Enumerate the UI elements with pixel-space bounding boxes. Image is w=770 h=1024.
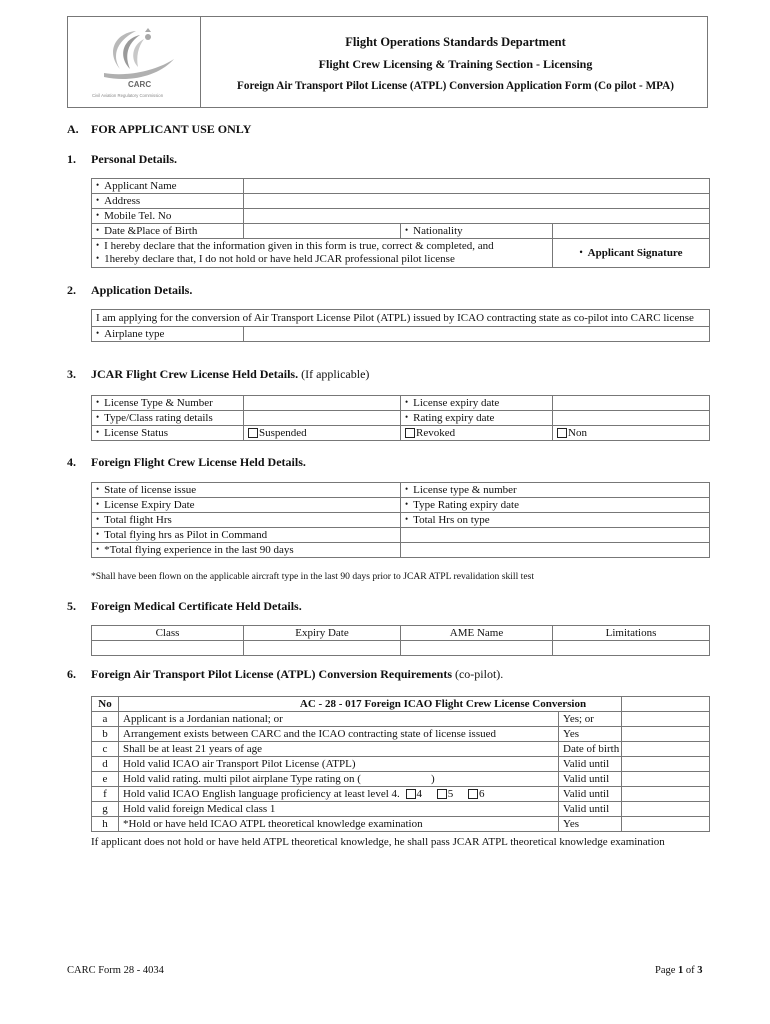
table-row — [92, 697, 710, 712]
department-title: Flight Operations Standards Department — [345, 35, 566, 49]
requirement-value-field[interactable] — [622, 787, 710, 802]
requirement-text: *Hold or have held ICAO ATPL theoretical knowledge examination — [119, 817, 559, 832]
medical-expiry-field[interactable] — [244, 641, 401, 656]
applicant-signature-field[interactable]: • Applicant Signature — [553, 239, 710, 268]
requirement-text: Applicant is a Jordanian national; or — [119, 712, 559, 727]
form-id: CARC Form 28 - 4034 — [67, 965, 164, 976]
requirements-header: AC - 28 - 017 Foreign ICAO Flight Crew License Conversion — [119, 697, 622, 712]
logo-text: CARC — [128, 80, 152, 89]
carc-logo — [76, 23, 194, 103]
license-type-number-field[interactable] — [244, 396, 401, 411]
table-row: f Hold valid ICAO English language proficiency at least level 4. 4 5 6 Valid until — [92, 787, 710, 802]
non-option[interactable]: Non — [553, 426, 710, 441]
medical-class-header: Class — [92, 626, 244, 641]
table-row — [92, 528, 710, 543]
foreign-license-type-number-field[interactable]: • License type & number — [401, 483, 710, 498]
total-hrs-on-type-field[interactable]: • Total Hrs on type — [401, 513, 710, 528]
requirement-value-field[interactable] — [622, 727, 710, 742]
level-4-checkbox[interactable] — [406, 789, 416, 799]
level-6-checkbox[interactable] — [468, 789, 478, 799]
revoked-checkbox[interactable] — [405, 428, 415, 438]
revoked-option[interactable]: Revoked — [401, 426, 553, 441]
table-row — [92, 209, 710, 224]
type-class-rating-label: • Type/Class rating details — [92, 411, 244, 426]
no-header: No — [92, 697, 119, 712]
header-divider — [200, 17, 201, 107]
dob-field[interactable] — [244, 224, 401, 239]
requirement-text: Arrangement exists between CARC and the ICAO contracting state of license issued — [119, 727, 559, 742]
medical-class-field[interactable] — [92, 641, 244, 656]
requirement-text: Hold valid ICAO English language proficiency at least level 4. 4 5 6 — [119, 787, 559, 802]
table-row — [92, 224, 710, 239]
ame-name-header: AME Name — [401, 626, 553, 641]
section-4-footnote: *Shall have been flown on the applicable aircraft type in the last 90 days prior to JCAR ATPL revalidation skill test — [91, 571, 534, 582]
table-row: g Hold valid foreign Medical class 1 Valid until — [92, 802, 710, 817]
table-row — [92, 194, 710, 209]
last-90-days-field[interactable]: • *Total flying experience in the last 90 days — [92, 543, 401, 558]
license-expiry-field[interactable] — [553, 396, 710, 411]
state-of-issue-field[interactable]: • State of license issue — [92, 483, 401, 498]
last-90-days-value[interactable] — [401, 543, 710, 558]
table-row — [92, 411, 710, 426]
application-details-table — [91, 309, 710, 342]
table-row: h *Hold or have held ICAO ATPL theoretical knowledge examination Yes — [92, 817, 710, 832]
medical-expiry-header: Expiry Date — [244, 626, 401, 641]
level-5-checkbox[interactable] — [437, 789, 447, 799]
table-row — [92, 543, 710, 558]
table-row: c Shall be at least 21 years of age Date of birth — [92, 742, 710, 757]
address-field[interactable] — [244, 194, 710, 209]
requirements-table — [91, 696, 710, 832]
suspended-checkbox[interactable] — [248, 428, 258, 438]
ame-name-field[interactable] — [401, 641, 553, 656]
airplane-type-field[interactable] — [244, 327, 710, 342]
personal-details-table — [91, 178, 710, 268]
applicant-name-field[interactable] — [244, 179, 710, 194]
rating-expiry-label: • Rating expiry date — [401, 411, 553, 426]
table-row: d Hold valid ICAO air Transport Pilot License (ATPL) Valid until — [92, 757, 710, 772]
table-row — [92, 239, 710, 268]
table-row — [92, 426, 710, 441]
address-label: • Address — [92, 194, 244, 209]
table-row — [92, 483, 710, 498]
dob-label: • Date &Place of Birth — [92, 224, 244, 239]
table-row — [92, 179, 710, 194]
declaration-2: • 1hereby declare that, I do not hold or have held JCAR professional pilot license — [96, 253, 548, 266]
section-6-note: (co-pilot). — [454, 667, 504, 681]
license-expiry-label: • License expiry date — [401, 396, 553, 411]
requirement-value-field[interactable] — [622, 742, 710, 757]
limitations-field[interactable] — [553, 641, 710, 656]
jcar-license-table — [91, 395, 710, 441]
applicant-name-label: • Applicant Name — [92, 179, 244, 194]
atpl-exam-note: If applicant does not hold or have held ATPL theoretical knowledge, he shall pass JCAR ATPL theoretical knowledge examination — [91, 836, 665, 848]
requirement-value-field[interactable] — [622, 802, 710, 817]
pic-hrs-field[interactable]: • Total flying hrs as Pilot in Command — [92, 528, 401, 543]
foreign-license-table — [91, 482, 710, 558]
license-type-number-label: • License Type & Number — [92, 396, 244, 411]
requirement-text: Hold valid ICAO air Transport Pilot License (ATPL) — [119, 757, 559, 772]
limitations-header: Limitations — [553, 626, 710, 641]
medical-certificate-table — [91, 625, 710, 656]
requirement-text: Shall be at least 21 years of age — [119, 742, 559, 757]
table-row — [92, 396, 710, 411]
suspended-option[interactable]: Suspended — [244, 426, 401, 441]
declaration-cell — [92, 239, 553, 268]
type-class-rating-field[interactable] — [244, 411, 401, 426]
table-row — [92, 513, 710, 528]
type-rating-expiry-field[interactable]: • Type Rating expiry date — [401, 498, 710, 513]
section-title: Flight Crew Licensing & Training Section - Licensing — [318, 57, 593, 71]
requirement-value-field[interactable] — [622, 757, 710, 772]
table-row: b Arrangement exists between CARC and the ICAO contracting state of license issued Yes — [92, 727, 710, 742]
section-3-note: (If applicable) — [301, 367, 370, 381]
rating-expiry-field[interactable] — [553, 411, 710, 426]
non-checkbox[interactable] — [557, 428, 567, 438]
requirement-text: Hold valid rating. multi pilot airplane Type rating on ( ) — [119, 772, 559, 787]
table-row — [92, 641, 710, 656]
requirement-value-field[interactable] — [622, 817, 710, 832]
table-row: e Hold valid rating. multi pilot airplane Type rating on ( ) Valid until — [92, 772, 710, 787]
foreign-license-expiry-field[interactable]: • License Expiry Date — [92, 498, 401, 513]
requirement-text: Hold valid foreign Medical class 1 — [119, 802, 559, 817]
declaration-1: • I hereby declare that the information given in this form is true, correct & completed, and — [96, 240, 548, 253]
nationality-field[interactable] — [553, 224, 710, 239]
requirement-value-field[interactable] — [622, 772, 710, 787]
pic-hrs-value[interactable] — [401, 528, 710, 543]
logo-subtext: Civil Aviation Regulatory Commission — [92, 93, 164, 98]
license-status-label: • License Status — [92, 426, 244, 441]
nationality-label: • Nationality — [401, 224, 553, 239]
page-number: Page 1 of 3 — [655, 965, 703, 976]
form-title: Foreign Air Transport Pilot License (ATPL) Conversion Application Form (Co pilot - MPA) — [237, 80, 674, 92]
table-row — [92, 626, 710, 641]
requirement-value-field[interactable] — [622, 712, 710, 727]
application-statement: I am applying for the conversion of Air Transport License Pilot (ATPL) issued by ICAO contracting state as co-pilot into CARC license — [92, 310, 710, 327]
table-row — [92, 327, 710, 342]
mobile-field[interactable] — [244, 209, 710, 224]
airplane-type-label: • Airplane type — [92, 327, 244, 342]
mobile-label: • Mobile Tel. No — [92, 209, 244, 224]
form-header — [67, 16, 708, 108]
table-row — [92, 310, 710, 327]
table-row — [92, 498, 710, 513]
table-row: a Applicant is a Jordanian national; or Yes; or — [92, 712, 710, 727]
total-flight-hrs-field[interactable]: • Total flight Hrs — [92, 513, 401, 528]
